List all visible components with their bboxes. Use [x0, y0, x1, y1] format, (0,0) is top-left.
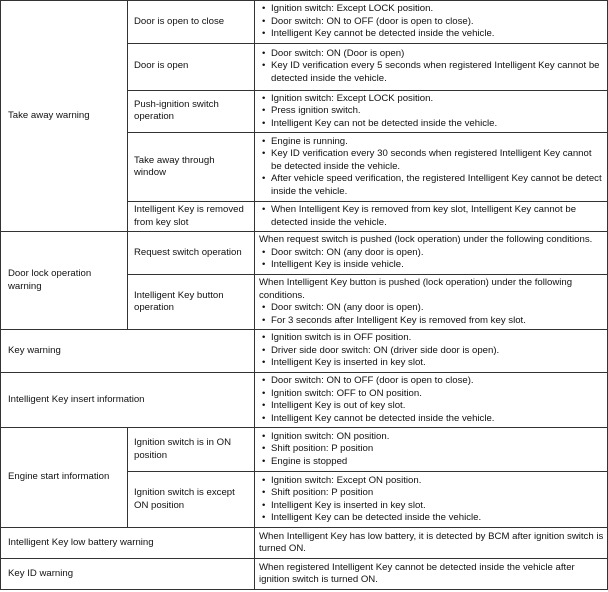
conditions-list [255, 90, 608, 133]
list-item: • Intelligent Key cannot be detected inside the vehicle. [259, 28, 604, 41]
list-item: • Door switch: ON (any door is open). [259, 247, 604, 260]
engine-start-label: Engine start information [1, 428, 128, 528]
table-row [1, 373, 608, 428]
list-item: • Ignition switch: Except LOCK position. [259, 93, 604, 106]
list-item: • Driver side door switch: ON (driver side door is open). [259, 345, 604, 358]
table-row [1, 1, 608, 44]
condition-ignition-except-on: Ignition switch is except ON position [128, 472, 255, 528]
condition-push-ignition: Push-ignition switch operation [128, 90, 255, 133]
list-item: • Ignition switch: Except ON position. [259, 475, 604, 488]
condition-key-button: Intelligent Key button operation [128, 275, 255, 330]
low-battery-warning-label: Intelligent Key low battery warning [1, 528, 255, 559]
list-item: • Door switch: ON (Door is open) [259, 48, 604, 61]
list-item: • Intelligent Key is inserted in key slot. [259, 500, 604, 513]
list-item: • Intelligent Key can not be detected inside the vehicle. [259, 118, 604, 131]
list-item: • Intelligent Key cannot be detected inside the vehicle. [259, 413, 604, 426]
list-item: • Shift position: P position [259, 443, 604, 456]
conditions-list [255, 133, 608, 202]
table-row [1, 428, 608, 472]
condition-ignition-on: Ignition switch is in ON position [128, 428, 255, 472]
condition-text: When Intelligent Key has low battery, it is detected by BCM after ignition switch is turned ON. [255, 528, 608, 559]
list-item: • Ignition switch: Except LOCK position. [259, 3, 604, 16]
conditions-list [255, 428, 608, 472]
condition-key-removed: Intelligent Key is removed from key slot [128, 202, 255, 232]
table-row [1, 330, 608, 373]
table-row [1, 232, 608, 275]
conditions-list [255, 472, 608, 528]
list-item: • Intelligent Key is inserted in key slot. [259, 357, 604, 370]
take-away-warning-label: Take away warning [1, 1, 128, 232]
list-item: • Engine is running. [259, 136, 604, 149]
conditions-list [255, 43, 608, 90]
conditions-intro: When request switch is pushed (lock operation) under the following conditions. [259, 234, 593, 246]
list-item: • After vehicle speed verification, the registered Intelligent Key cannot be detect inside the vehicle. [259, 173, 604, 198]
list-item: • Press ignition switch. [259, 105, 604, 118]
list-item: • Ignition switch: ON position. [259, 431, 604, 444]
door-lock-warning-label: Door lock operation warning [1, 232, 128, 330]
condition-door-open-to-close: Door is open to close [128, 1, 255, 44]
insert-information-label: Intelligent Key insert information [1, 373, 255, 428]
list-item: • Ignition switch is in OFF position. [259, 332, 604, 345]
list-item: • For 3 seconds after Intelligent Key is removed from key slot. [259, 315, 604, 328]
list-item: • Shift position: P position [259, 487, 604, 500]
table-row [1, 559, 608, 590]
list-item: • Key ID verification every 30 seconds when registered Intelligent Key cannot be detected inside the vehicle. [259, 148, 604, 173]
conditions-list [255, 1, 608, 44]
condition-door-open: Door is open [128, 43, 255, 90]
list-item: • Door switch: ON to OFF (door is open to close). [259, 375, 604, 388]
condition-request-switch: Request switch operation [128, 232, 255, 275]
conditions-list [255, 373, 608, 428]
condition-take-away-window: Take away through window [128, 133, 255, 202]
key-id-warning-label: Key ID warning [1, 559, 255, 590]
list-item: • Intelligent Key is inside vehicle. [259, 259, 604, 272]
conditions-intro: When Intelligent Key button is pushed (lock operation) under the following conditions. [259, 277, 573, 301]
conditions-list [255, 330, 608, 373]
list-item: • Intelligent Key can be detected inside the vehicle. [259, 512, 604, 525]
condition-text: When registered Intelligent Key cannot be detected inside the vehicle after ignition switch is turned ON. [255, 559, 608, 590]
list-item: • Door switch: ON to OFF (door is open to close). [259, 16, 604, 29]
list-item: • Engine is stopped [259, 456, 604, 469]
conditions-list [255, 275, 608, 330]
list-item: • Ignition switch: OFF to ON position. [259, 388, 604, 401]
list-item: • Door switch: ON (any door is open). [259, 302, 604, 315]
table-row [1, 528, 608, 559]
conditions-list [255, 232, 608, 275]
list-item: • Key ID verification every 5 seconds when registered Intelligent Key cannot be detected inside the vehicle. [259, 60, 604, 85]
key-warning-label: Key warning [1, 330, 255, 373]
list-item: • When Intelligent Key is removed from key slot, Intelligent Key cannot be detected inside the vehicle. [259, 204, 604, 229]
conditions-list [255, 202, 608, 232]
list-item: • Intelligent Key is out of key slot. [259, 400, 604, 413]
